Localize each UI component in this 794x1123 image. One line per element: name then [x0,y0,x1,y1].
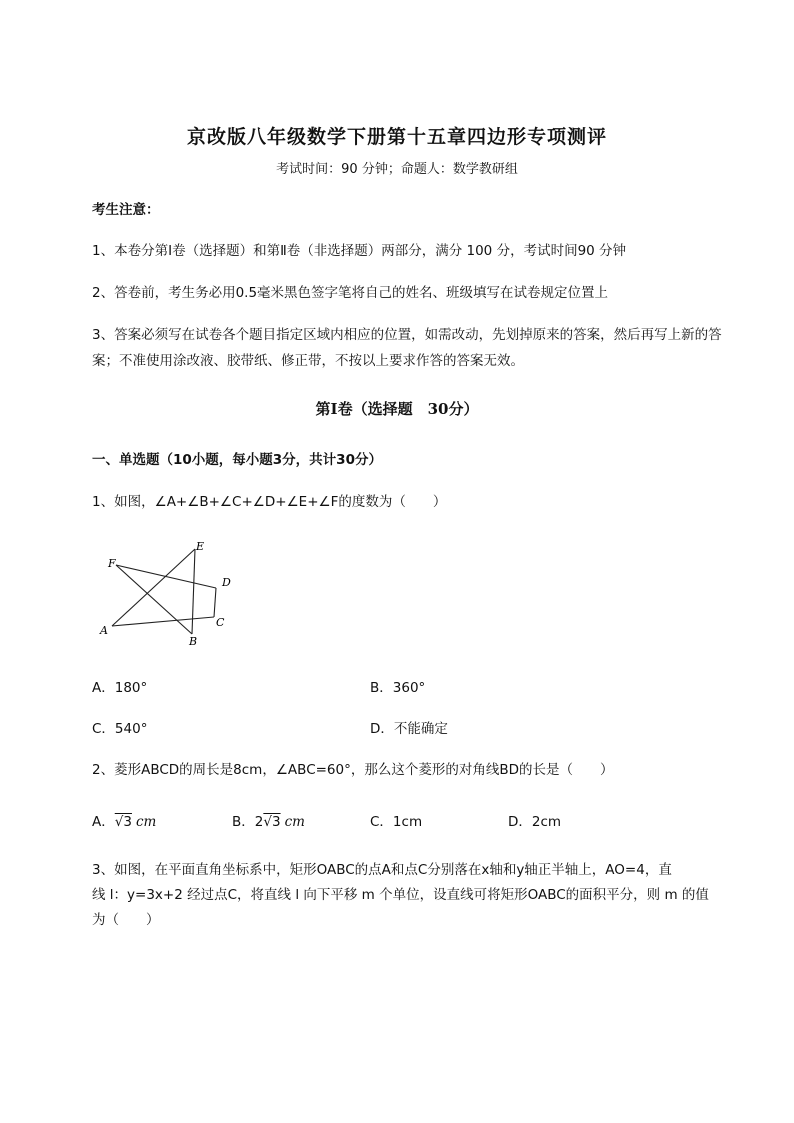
question-3-line-2: 线 l：y=3x+2 经过点C，将直线 l 向下平移 m 个单位，设直线可将矩形OABC的面积平分，则 m 的值 [92,887,709,903]
question-2-stem: 2、菱形ABCD的周长是8cm，∠ABC=60°，那么这个菱形的对角线BD的长是（ ） [92,762,614,778]
notice-heading: 考生注意： [92,202,160,218]
question-1-option-d: D．不能确定 [370,721,448,737]
notice-item-1: 1、本卷分第Ⅰ卷（选择题）和第Ⅱ卷（非选择题）两部分，满分 100 分，考试时间90 分钟 [92,243,627,259]
question-2-option-b [232,810,305,830]
question-2-option-a [92,810,156,830]
question-2-option-d: D．2cm [508,814,562,830]
unit: cm [284,814,305,830]
page-subtitle: 考试时间：90 分钟；命题人：数学教研组 [276,162,518,177]
section-title: 第Ⅰ卷（选择题 30分） [315,400,479,418]
notice-item-2: 2、答卷前，考生务必用0.5毫米黑色签字笔将自己的姓名、班级填写在试卷规定位置上 [92,285,609,301]
figure-label-f: F [108,557,116,570]
notice-item-3: 3、答案必须写在试卷各个题目指定区域内相应的位置，如需改动，先划掉原来的答案，然后再写上新的答案；不准使用涂改液、胶带纸、修正带，不按以上要求作答的答案无效。 [92,327,722,369]
option-prefix: B．2 [232,814,264,830]
figure-label-c: C [216,616,225,629]
question-1-option-b: B．360° [370,680,426,696]
option-prefix: A． [92,814,115,830]
figure-label-b: B [189,635,198,648]
page-title: 京改版八年级数学下册第十五章四边形专项测评 [186,126,607,148]
sqrt-symbol: √3 [114,814,132,830]
figure-label-d: D [222,576,231,589]
question-2-option-c: C．1cm [370,814,423,830]
sqrt-symbol: √3 [263,814,281,830]
question-1-stem: 1、如图，∠A+∠B+∠C+∠D+∠E+∠F的度数为（ ） [92,494,447,510]
question-3-line-1: 3、如图，在平面直角坐标系中，矩形OABC的点A和点C分别落在x轴和y轴正半轴上，AO=4，直 [92,862,672,878]
question-1-option-c: C．540° [92,721,148,737]
question-3-line-3: 为（ ） [92,912,160,928]
figure-lines [112,549,216,634]
question-1-option-a: A．180° [92,680,148,696]
question-1-figure [88,535,248,655]
unit: cm [135,814,157,830]
part-heading: 一、单选题（10小题，每小题3分，共计30分） [92,452,382,468]
figure-label-e: E [196,540,205,553]
figure-label-a: A [100,624,108,637]
